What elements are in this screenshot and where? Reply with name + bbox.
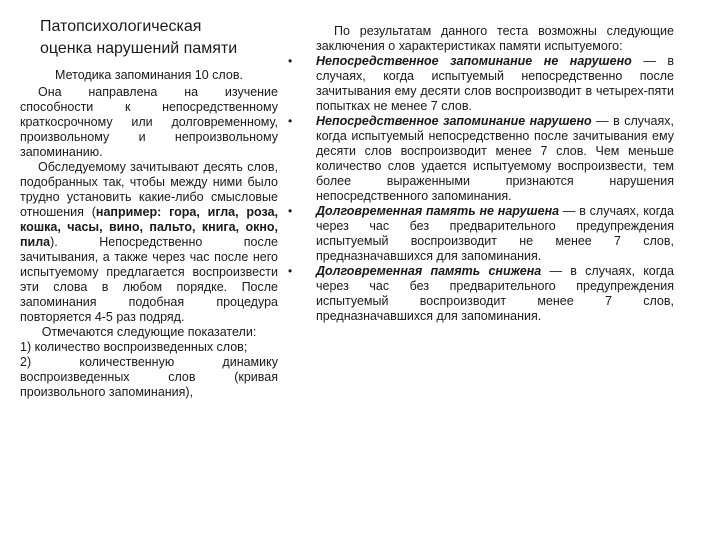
method-heading: Методика запоминания 10 слов.	[55, 68, 243, 82]
conclusion-term: Непосредственное запоминание нарушено	[316, 114, 592, 128]
bullet-icon: •	[288, 204, 293, 218]
left-column	[20, 68, 278, 400]
conclusion-term: Непосредственное запоминание не нарушено	[316, 54, 632, 68]
bullet-icon: •	[288, 114, 293, 128]
conclusion-item	[288, 114, 675, 204]
procedure-paragraph	[20, 160, 278, 325]
page-title	[40, 16, 280, 60]
bullet-icon: •	[288, 54, 293, 68]
conclusion-term: Долговременная память не нарушена	[316, 204, 560, 218]
word-list-example: например: гора, игла, роза, кошка, часы, вино, пальто, книга, окно, пила	[20, 205, 278, 249]
conclusion-text: — в случаях, когда через час без предварительного предупреждения испытуемый воспроизводит не менее 7 слов, предназначавшихся для запоминания.	[316, 204, 675, 263]
conclusion-term: Долговременная память снижена	[316, 264, 542, 278]
results-intro: По результатам данного теста возможны следующие заключения о характеристиках памяти испытуемого:	[316, 24, 674, 53]
conclusion-text: — в случаях, когда через час без предварительного предупреждения испытуемый воспроизводит менее 7 слов, предназначавшихся для запоминания.	[316, 264, 675, 323]
conclusion-text: — в случаях, когда испытуемый непосредственно после зачитывания ему десяти слов воспроизводит в четырех-пяти попытках не менее 7 слов.	[316, 54, 674, 113]
indicator-2: 2) количественную динамику воспроизведенных слов (кривая произвольного запоминания),	[20, 355, 278, 399]
title-line-1: Патопсихологическая	[40, 18, 202, 35]
conclusion-item	[288, 204, 675, 264]
bullet-icon: •	[288, 264, 293, 278]
title-line-2: оценка нарушений памяти	[40, 40, 238, 57]
procedure-text-b: ). Непосредственно после зачитывания, а также через час после него испытуемому предлагается воспроизвести эти слова в любом порядке. После запоминания подобная процедура повторяется 4-5 раз подряд.	[20, 235, 278, 324]
method-description: Она направлена на изучение способности к непосредственному краткосрочному или долговременному, произвольному и непроизвольному запоминанию.	[20, 85, 278, 159]
right-column	[288, 24, 675, 324]
indicators-heading: Отмечаются следующие показатели:	[41, 325, 257, 339]
procedure-text-a: Обследуемому зачитывают десять слов, подобранных так, чтобы между ними было трудно установить какие-либо смысловые отношения (	[20, 160, 278, 219]
conclusion-item	[288, 264, 675, 324]
indicator-1: 1) количество воспроизведенных слов;	[20, 340, 248, 354]
conclusion-text: — в случаях, когда испытуемый непосредственно после зачитывания ему десяти слов воспроизводит менее 7 слов. Чем меньше количество слов удается испытуемому воспроизвести, тем более выраженными признаются нарушения непосредственного запоминания.	[316, 114, 675, 203]
conclusion-item	[288, 54, 674, 114]
